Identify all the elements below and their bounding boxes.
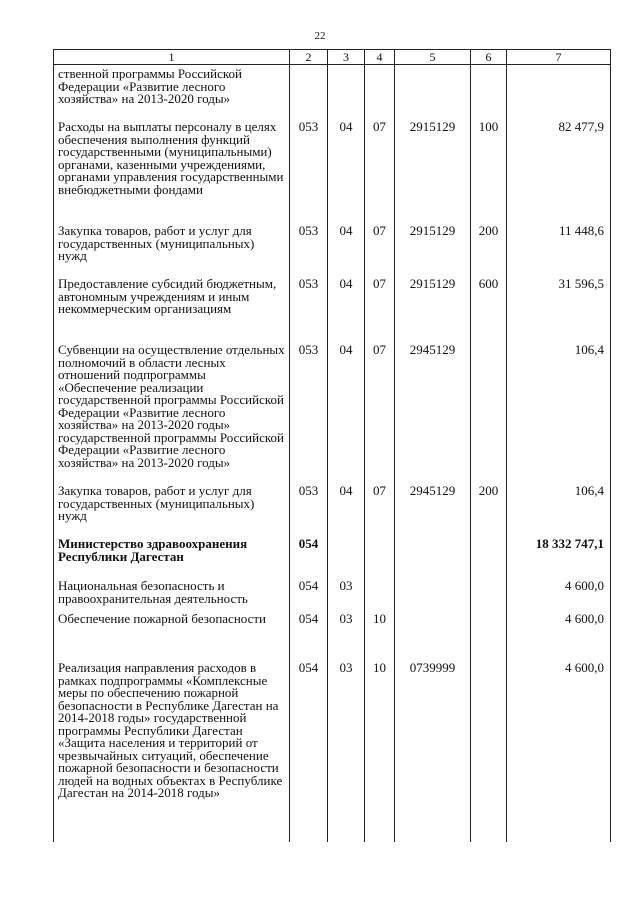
row-code-5: 2915129 (395, 222, 471, 275)
table-row (54, 65, 611, 119)
row-code-3: 04 (328, 118, 365, 222)
row-code-3 (328, 65, 365, 119)
row-code-3: 04 (328, 275, 365, 341)
row-amount: 82 477,9 (507, 118, 611, 222)
column-header-5: 5 (395, 50, 471, 65)
row-code-6 (471, 65, 507, 119)
row-code-4 (365, 65, 395, 119)
row-description: Субвенции на осуществление отдельных полномочий в области лесных отношений подпрограммы «Обеспечение реализации государственной программы Российской Федерации «Развитие лесного хозяйства» на 2013-2020 годы» государственной программы Российской Федерации «Развитие лесного хозяйства» на 2013-2020 годы» (54, 341, 290, 482)
column-header-4: 4 (365, 50, 395, 65)
row-code-6: 200 (471, 482, 507, 535)
row-code-6: 600 (471, 275, 507, 341)
row-amount: 4 600,0 (507, 577, 611, 610)
column-header-6: 6 (471, 50, 507, 65)
row-code-4: 07 (365, 275, 395, 341)
row-code-4: 07 (365, 118, 395, 222)
budget-table (53, 49, 611, 842)
row-description: Предоставление субсидий бюджетным, автономным учреждениям и иным некоммерческим организациям (54, 275, 290, 341)
column-header-2: 2 (290, 50, 328, 65)
row-code-3: 03 (328, 577, 365, 610)
row-code-4 (365, 535, 395, 577)
row-code-5 (395, 577, 471, 610)
row-code-4: 07 (365, 222, 395, 275)
row-code-2: 053 (290, 341, 328, 482)
row-code-4 (365, 577, 395, 610)
row-code-2: 054 (290, 659, 328, 842)
table-row (54, 118, 611, 222)
table-row (54, 577, 611, 610)
row-code-5: 2945129 (395, 341, 471, 482)
row-amount: 106,4 (507, 341, 611, 482)
row-description: Закупка товаров, работ и услуг для государственных (муниципальных) нужд (54, 222, 290, 275)
row-code-5: 2915129 (395, 275, 471, 341)
row-description: Обеспечение пожарной безопасности (54, 610, 290, 659)
row-description: Закупка товаров, работ и услуг для государственных (муниципальных) нужд (54, 482, 290, 535)
row-code-6 (471, 659, 507, 842)
row-code-6: 100 (471, 118, 507, 222)
row-code-3: 03 (328, 610, 365, 659)
row-code-2: 054 (290, 535, 328, 577)
table-row (54, 341, 611, 482)
row-description: ственной программы Российской Федерации «Развитие лесного хозяйства» на 2013-2020 годы» (54, 65, 290, 119)
row-amount: 11 448,6 (507, 222, 611, 275)
row-code-5 (395, 535, 471, 577)
row-code-5 (395, 610, 471, 659)
row-code-3: 04 (328, 341, 365, 482)
row-code-2: 053 (290, 222, 328, 275)
row-code-6: 200 (471, 222, 507, 275)
row-code-4: 10 (365, 610, 395, 659)
table-row (54, 482, 611, 535)
row-code-6 (471, 535, 507, 577)
row-code-4: 10 (365, 659, 395, 842)
row-description: Министерство здравоохранения Республики Дагестан (54, 535, 290, 577)
row-code-6 (471, 610, 507, 659)
row-code-5 (395, 65, 471, 119)
table-row (54, 275, 611, 341)
column-header-1: 1 (54, 50, 290, 65)
row-description: Расходы на выплаты персоналу в целях обеспечения выполнения функций государственными (муниципальными) органами, казенными учреждениями, органами управления государственными внебюджетными фондами (54, 118, 290, 222)
row-code-6 (471, 341, 507, 482)
row-code-2: 053 (290, 482, 328, 535)
row-code-2 (290, 65, 328, 119)
row-code-2: 053 (290, 118, 328, 222)
row-code-5: 2915129 (395, 118, 471, 222)
row-code-6 (471, 577, 507, 610)
column-header-7: 7 (507, 50, 611, 65)
row-code-3: 04 (328, 222, 365, 275)
row-amount: 106,4 (507, 482, 611, 535)
table-row (54, 659, 611, 842)
row-amount: 31 596,5 (507, 275, 611, 341)
table-row (54, 222, 611, 275)
row-code-3: 04 (328, 482, 365, 535)
row-code-2: 054 (290, 610, 328, 659)
row-amount (507, 65, 611, 119)
row-code-4: 07 (365, 341, 395, 482)
table-row (54, 535, 611, 577)
row-code-2: 053 (290, 275, 328, 341)
row-code-3 (328, 535, 365, 577)
row-code-5: 0739999 (395, 659, 471, 842)
row-code-4: 07 (365, 482, 395, 535)
page-number: 22 (314, 30, 326, 42)
row-amount: 4 600,0 (507, 610, 611, 659)
row-description: Национальная безопасность и правоохранительная деятельность (54, 577, 290, 610)
row-amount: 18 332 747,1 (507, 535, 611, 577)
row-description: Реализация направления расходов в рамках подпрограммы «Комплексные меры по обеспечению пожарной безопасности в Республике Дагестан на 2014-2018 годы» государственной программы Республики Дагестан «Защита населения и территорий от чрезвычайных ситуаций, обеспечение пожарной безопасности и безопасности людей на водных объектах в Республике Дагестан на 2014-2018 годы» (54, 659, 290, 842)
row-amount: 4 600,0 (507, 659, 611, 842)
column-header-3: 3 (328, 50, 365, 65)
table-row (54, 610, 611, 659)
column-number-row (54, 50, 611, 65)
row-code-5: 2945129 (395, 482, 471, 535)
row-code-2: 054 (290, 577, 328, 610)
row-code-3: 03 (328, 659, 365, 842)
